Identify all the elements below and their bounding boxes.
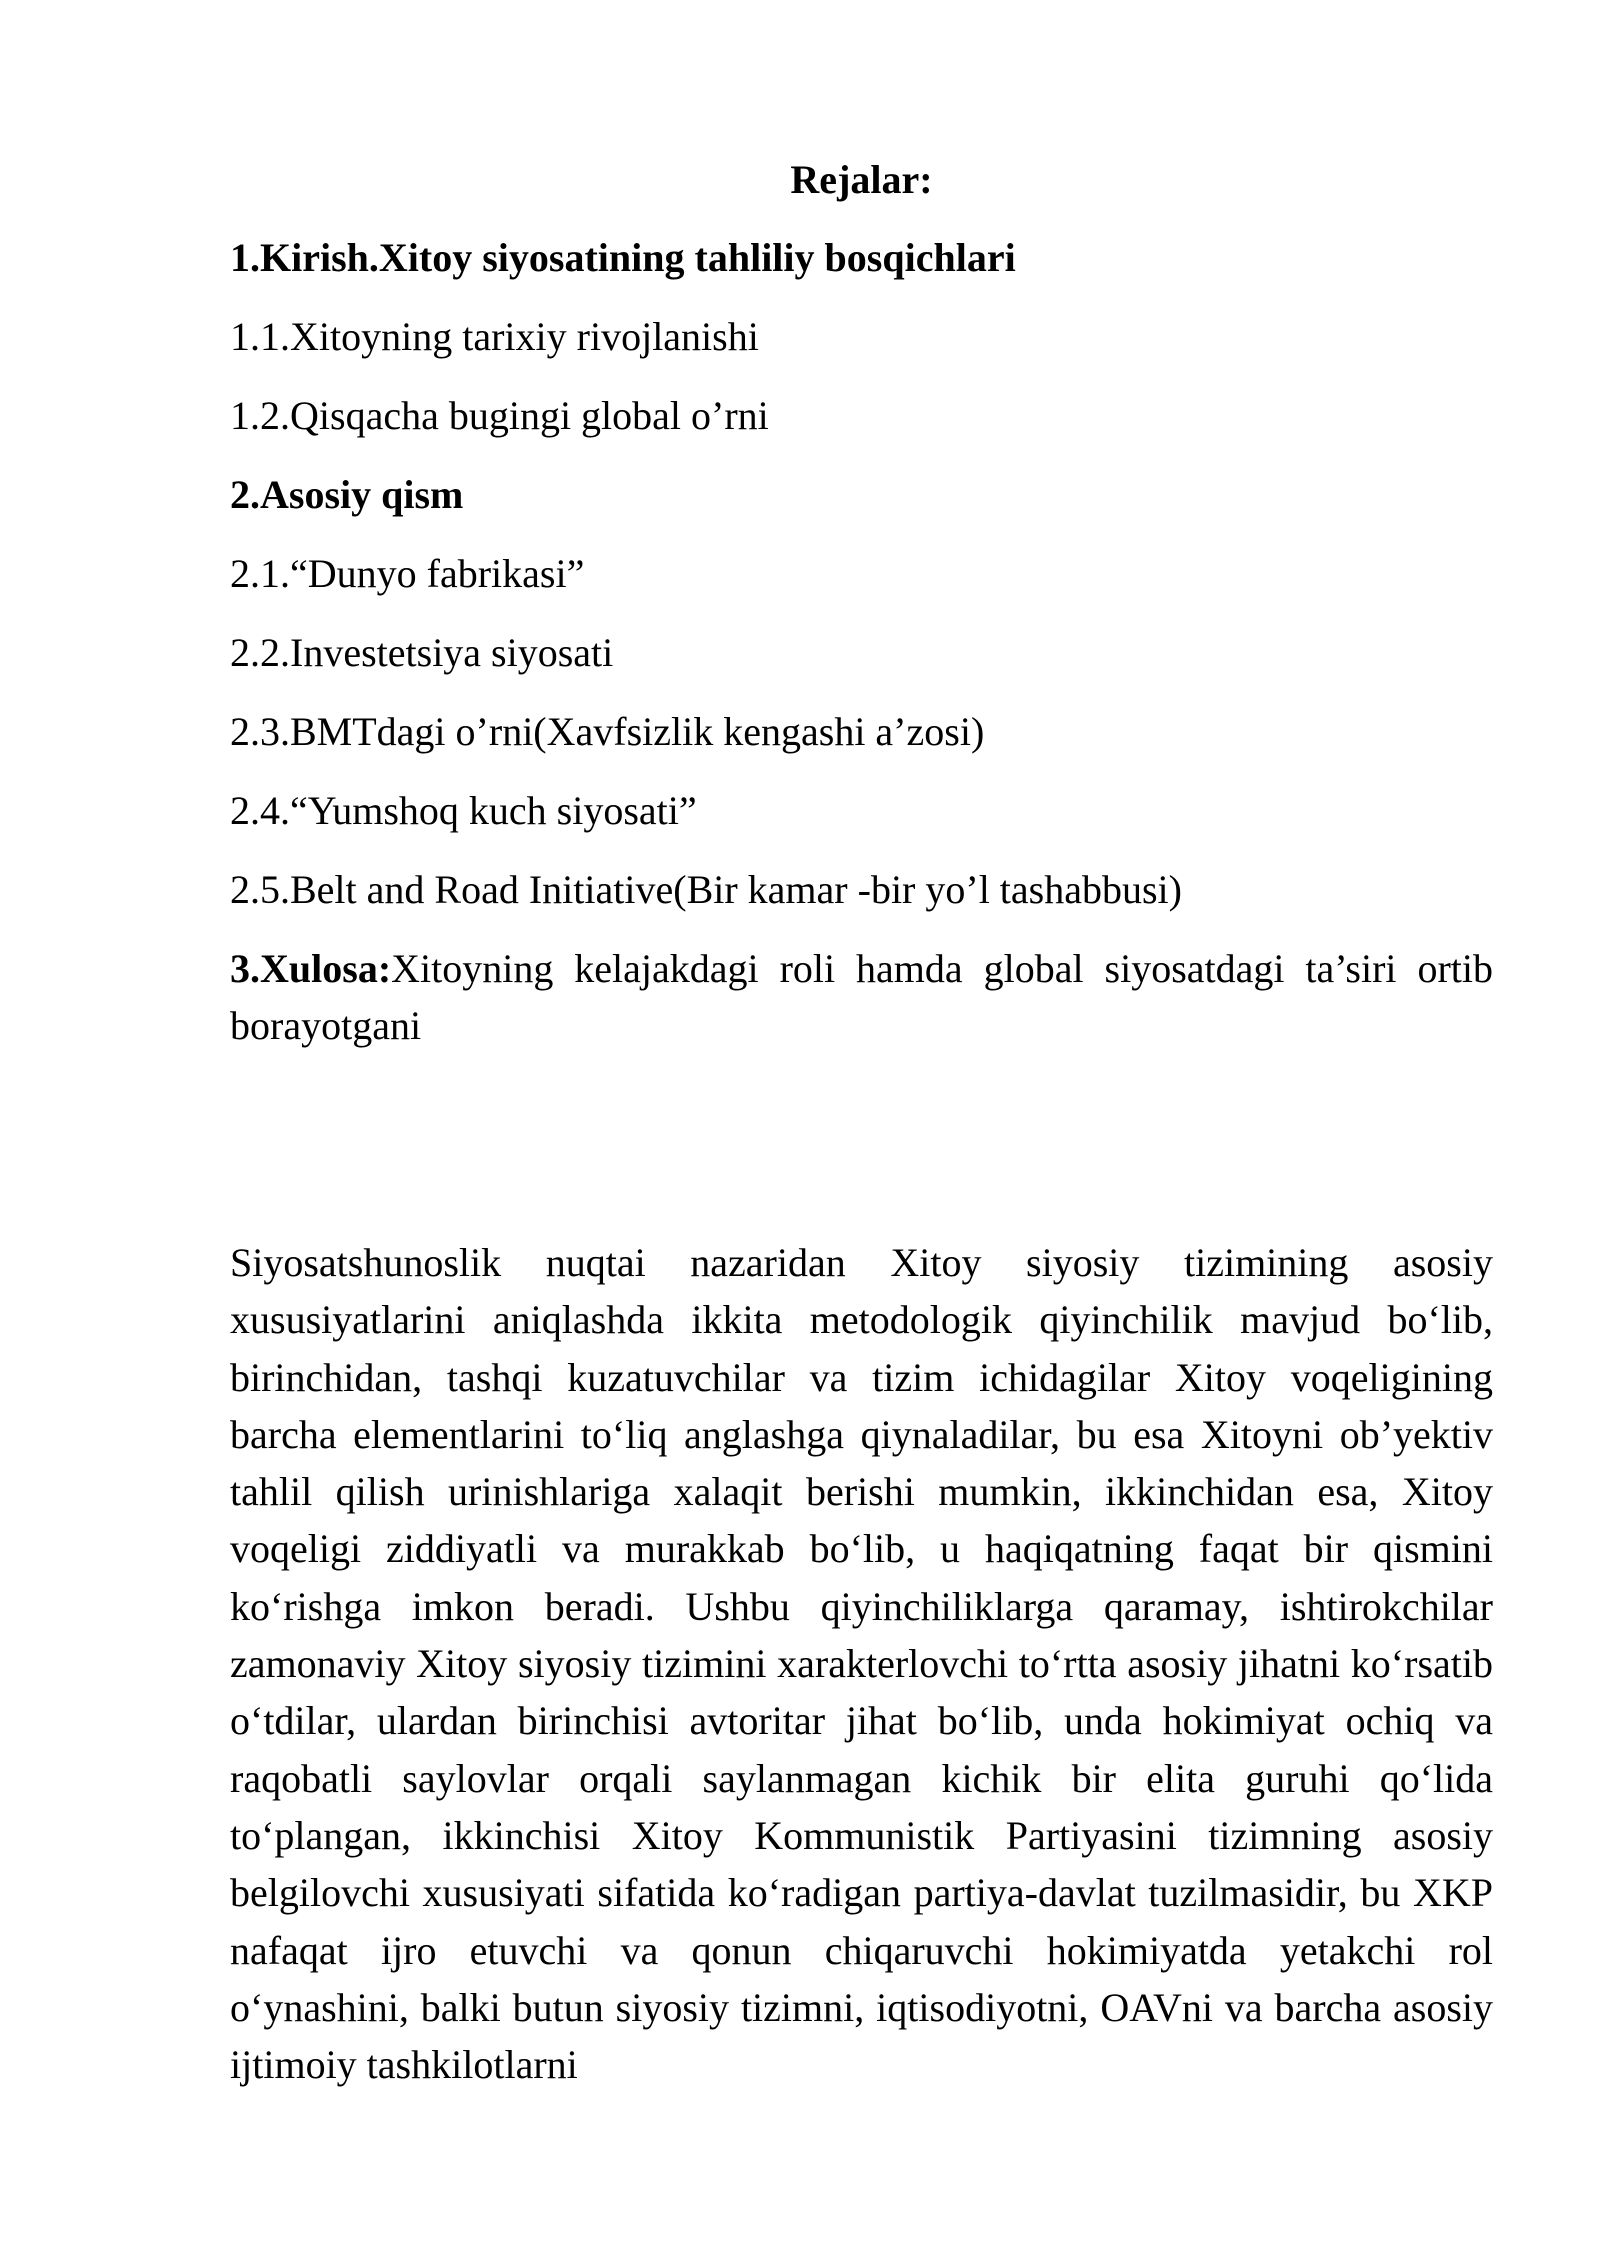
page-title: Rejalar:	[790, 157, 933, 202]
plan-item: 1.Kirish.Xitoy siyosatining tahliliy bosqichlari	[230, 235, 1016, 280]
plan-item: 1.1.Xitoyning tarixiy rivojlanishi	[230, 314, 759, 359]
plan-item: 1.2.Qisqacha bugingi global o’rni	[230, 393, 769, 438]
conclusion-label: 3.Xulosa:	[230, 946, 392, 991]
conclusion-text: Xitoyning kelajakdagi roli hamda global siyosatdagi ta’siri ortib borayotgani	[230, 946, 1493, 1048]
plan-item: 2.4.“Yumshoq kuch siyosati”	[230, 788, 697, 833]
body-paragraph: Siyosatshunoslik nuqtai nazaridan Xitoy siyosiy tizimining asosiy xususiyatlarini aniqlashda ikkita metodologik qiyinchilik mavjud bo‘lib, birinchidan, tashqi kuzatuvchilar va tizim ichidagilar Xitoy voqeligining barcha elementlarini to‘liq anglashga qiynaladilar, bu esa Xitoyni ob’yektiv tahlil qilish urinishlariga xalaqit berishi mumkin, ikkinchidan esa, Xitoy voqeligi ziddiyatli va murakkab bo‘lib, u haqiqatning faqat bir qismini ko‘rishga imkon beradi. Ushbu qiyinchiliklarga qaramay, ishtirokchilar zamonaviy Xitoy siyosiy tizimini xarakterlovchi to‘rtta asosiy jihatni ko‘rsatib o‘tdilar, ulardan birinchisi avtoritar jihat bo‘lib, unda hokimiyat ochiq va raqobatli saylovlar orqali saylanmagan kichik bir elita guruhi qo‘lida to‘plangan, ikkinchisi Xitoy Kommunistik Partiyasini tizimning asosiy belgilovchi xususiyati sifatida ko‘radigan partiya-davlat tuzilmasidir, bu XKP nafaqat ijro etuvchi va qonun chiqaruvchi hokimiyatda yetakchi rol o‘ynashini, balki butun siyosiy tizimni, iqtisodiyotni, OAVni va barcha asosiy ijtimoiy tashkilotlarni	[230, 1240, 1493, 2088]
plan-list	[230, 228, 1493, 939]
plan-item: 2.1.“Dunyo fabrikasi”	[230, 551, 585, 596]
plan-item: 2.Asosiy qism	[230, 472, 464, 517]
plan-item: 2.5.Belt and Road Initiative(Bir kamar -bir yo’l tashabbusi)	[230, 867, 1182, 912]
conclusion-paragraph	[230, 940, 1493, 1054]
plan-item: 2.2.Investetsiya siyosati	[230, 630, 614, 675]
plan-item: 2.3.BMTdagi o’rni(Xavfsizlik kengashi a’zosi)	[230, 709, 985, 754]
